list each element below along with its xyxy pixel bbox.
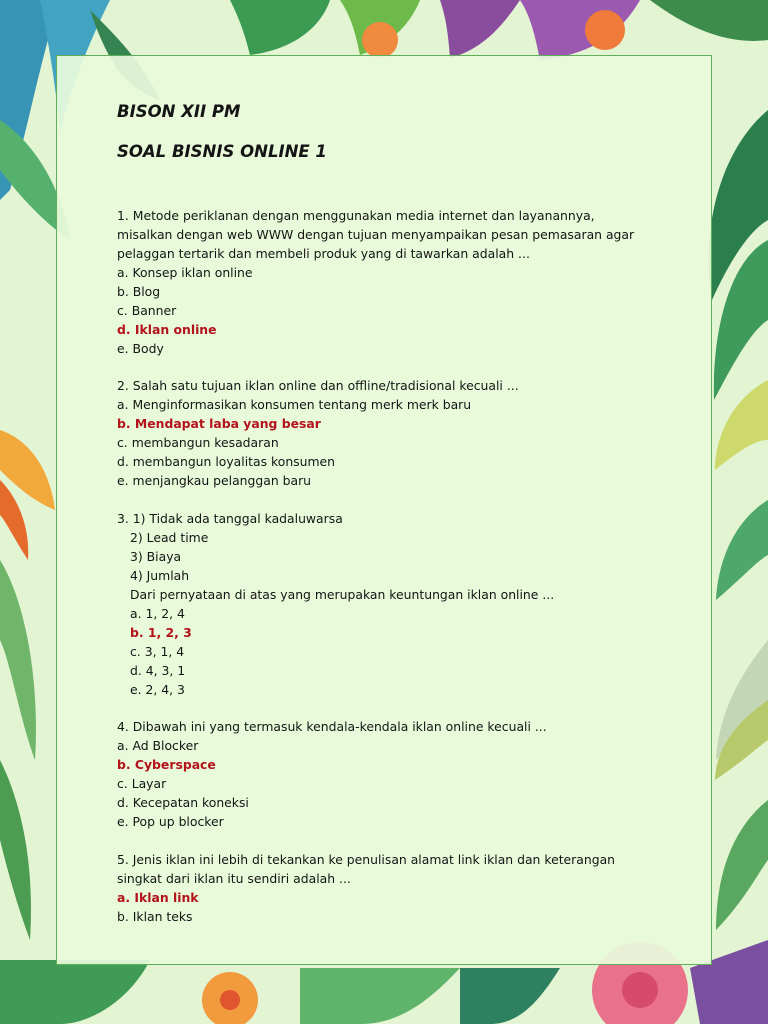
correct-answer-line: b. Mendapat laba yang besar (117, 416, 321, 431)
question-line: 2. Salah satu tujuan iklan online dan offline/tradisional kecuali ... (117, 378, 519, 393)
page-subtitle: SOAL BISNIS ONLINE 1 (117, 142, 327, 161)
question-line: 4) Jumlah (130, 568, 190, 583)
question-line: pelaggan tertarik dan membeli produk yang di tawarkan adalah ... (117, 246, 530, 261)
question-line: c. Layar (117, 776, 167, 791)
question-line: 4. Dibawah ini yang termasuk kendala-kendala iklan online kecuali ... (117, 719, 547, 734)
question-line: misalkan dengan web WWW dengan tujuan menyampaikan pesan pemasaran agar (117, 227, 635, 242)
question-line: d. membangun loyalitas konsumen (117, 454, 336, 469)
correct-answer-line: b. 1, 2, 3 (130, 625, 192, 640)
question-line: 1. Metode periklanan dengan menggunakan media internet dan layanannya, (117, 208, 595, 223)
question-line: 3. 1) Tidak ada tanggal kadaluwarsa (117, 511, 343, 526)
question-line: e. Pop up blocker (117, 814, 224, 829)
correct-answer-line: a. Iklan link (117, 890, 199, 905)
question-line: 2) Lead time (130, 530, 209, 545)
question-line: d. 4, 3, 1 (130, 663, 186, 678)
question-line: singkat dari iklan itu sendiri adalah ... (117, 871, 351, 886)
question-line: c. Banner (117, 303, 177, 318)
question-line: c. 3, 1, 4 (130, 644, 185, 659)
question-line: Dari pernyataan di atas yang merupakan keuntungan iklan online ... (130, 587, 555, 602)
question-line: a. Konsep iklan online (117, 265, 253, 280)
correct-answer-line: d. Iklan online (117, 322, 217, 337)
question-line: b. Iklan teks (117, 909, 193, 924)
question-line: a. Ad Blocker (117, 738, 199, 753)
question-line: d. Kecepatan koneksi (117, 795, 249, 810)
question-line: a. 1, 2, 4 (130, 606, 185, 621)
question-line: c. membangun kesadaran (117, 435, 279, 450)
question-line: e. 2, 4, 3 (130, 682, 185, 697)
page-title: BISON XII PM (117, 102, 241, 121)
question-line: b. Blog (117, 284, 161, 299)
question-line: 5. Jenis iklan ini lebih di tekankan ke penulisan alamat link iklan dan keterangan (117, 852, 616, 867)
question-line: e. Body (117, 341, 164, 356)
question-list (117, 0, 712, 1024)
question-line: e. menjangkau pelanggan baru (117, 473, 312, 488)
correct-answer-line: b. Cyberspace (117, 757, 216, 772)
question-line: a. Menginformasikan konsumen tentang merk merk baru (117, 397, 472, 412)
question-line: 3) Biaya (130, 549, 182, 564)
